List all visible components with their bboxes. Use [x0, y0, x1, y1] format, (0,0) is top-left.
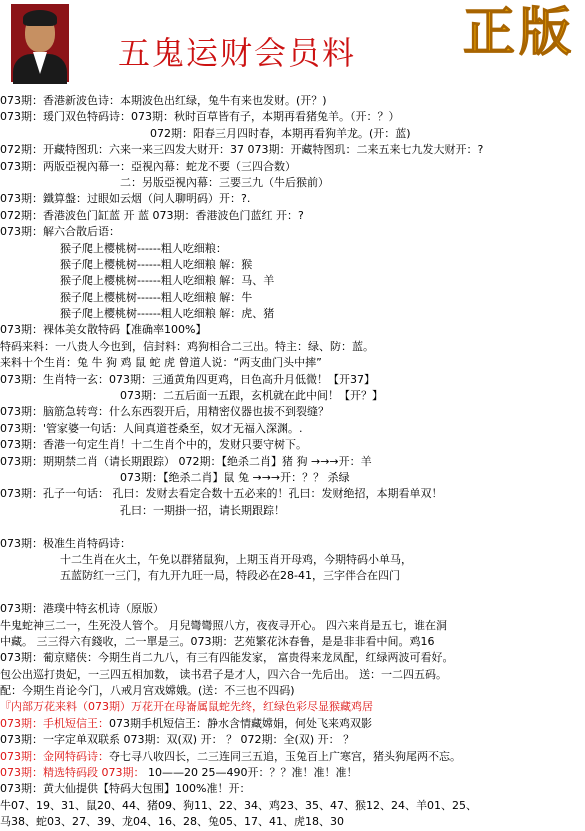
text-line: 牛07、19、31、鼠20、44、猪09、狗11、22、34、鸡23、35、47、猴12、24、羊01、25、: [0, 798, 477, 812]
text-line: 073期：葡京赌侠：今期生肖二九八，有三有四能发家， 富贵得来龙凤配，红绿两波可看好。: [0, 651, 454, 665]
page-header: [0, 0, 585, 92]
text-line: 073期：孔子一句话： 孔曰：发财去看定合数十五必来的！孔曰：发财绝招，本期看单双！: [0, 487, 443, 501]
genuine-stamp: 正版: [462, 3, 575, 63]
text-line: 猴子爬上樱桃树------粗人吃细粮 解：虎、猪: [60, 307, 275, 321]
text-line: 配：今期生肖论今门，八戒月宫戏嫦娥。(送：不三也不四码): [0, 684, 295, 698]
text-line: 073期：裸体美女散特码【准确率100%】: [0, 323, 207, 337]
text-line: 073期：港璞中特玄机诗（原版）: [0, 602, 164, 616]
text-line: 特码来料：一八贵人今也到，信封料：鸡狗相合二三出。特主：绿、防：蓝。: [0, 339, 374, 353]
text-line: 『内部万花来料（073期）万花开在母崙属鼠蛇先终，红绿色彩尽显猴藏鸡居: [0, 700, 373, 714]
text-line: 猴子爬上樱桃树------粗人吃细粮：: [60, 241, 227, 255]
text-line: 中藏。 三三得六有錢收，二一單是三。073期：艺苑繁花沐春鲁，是是非非看中间。鸡16: [0, 634, 435, 648]
text-line: 十二生肖在火土，午免以群猪鼠狗，上期玉肖开母鸡，今期特码小单马，: [60, 552, 412, 566]
text-line: 072期：香港波色门缸蓝 开 蓝 073期：香港波色门蓝红 开：?: [0, 208, 304, 222]
text-line: 马38、蛇03、27、39、龙04、16、28、兔05、17、41、虎18、30: [0, 815, 344, 829]
text-line: 073期：香港新波色诗：本期波色出红绿，兔牛有来也发财。(开？): [0, 94, 327, 107]
text-line: 072期：开藏特图玑：六来一来三四发大财开：37 073期：开藏特图玑：二来五来七九发大财开：?: [0, 143, 484, 157]
text-line: 073期：一字定单双联系 073期：双(双) 开： ？ 072期：全(双) 开： ？: [0, 733, 355, 747]
text-line: 猴子爬上樱桃树------粗人吃细粮 解：牛: [60, 290, 253, 304]
text-line: 073期：精选特码段 073期： 10——20 25—490开：？？准！准！准！: [0, 766, 358, 780]
text-line: 073期：解六合散后语：: [0, 225, 120, 239]
text-line: 073期：二五后面一五跟，玄机就在此中间！【开？】: [120, 389, 383, 403]
text-line: 牛鬼蛇神三二一，生死没人管个。 月兒彎彎照八方，夜夜寻开心。 四六来肖是五七，谁在洞: [0, 618, 447, 632]
text-line: 073期：金网特码诗：夺七寻八收四长，二三连同三五追，玉兔百上广寒宫，猪头狗尾两不忘。: [0, 749, 461, 763]
text-line: [0, 585, 585, 601]
text-line: 孔曰：一期掛一招，请长期跟踪！: [120, 503, 285, 517]
text-line: 073期：鐵算盤：过眼如云烟（问人聊明码）开：?.: [0, 192, 251, 206]
tips-content: [0, 93, 585, 831]
author-photo: [11, 4, 69, 82]
text-line: 包公出巡打贵妃，一三四五相加数， 读书君子是才人，四六合一先后出。 送：一二四五码。: [0, 667, 447, 681]
text-line: 073期：手机短信王：073期手机短信王：静水含情藏嫦娟，何处飞来鸡双影: [0, 716, 372, 730]
text-line: 猴子爬上樱桃树------粗人吃细粮 解：猴: [60, 257, 253, 271]
text-line: 073期：期期禁二肖（请长期跟踪） 072期：【绝杀二肖】猪 狗 →→→开：羊: [0, 454, 372, 468]
text-line: 二：另版亞視內幕：三要三九（牛后猴前）: [120, 175, 329, 189]
text-line: 073期：黄大仙提供【特码大包围】100%准！开：: [0, 782, 251, 796]
text-line: 073期：【绝杀二肖】鼠 兔 →→→开：？？ 杀绿: [120, 470, 350, 484]
text-line: 073期：生肖特一玄：073期：三通黄角四更鸡，日色高升月低微！【开37】: [0, 372, 375, 386]
text-line: 073期：瑗门双色特码诗：073期：秋时百草皆有子，本期再看猪兔羊。（开：？）: [0, 110, 400, 124]
page-title: 五鬼运财会员料: [118, 34, 357, 72]
text-line: 073期：'管家婆一句话：人间真道苍桑至，奴才无福入深渊。.: [0, 421, 303, 435]
text-line: 五蓝防红一三门，有九开九旺一局，特段必在28-41，三字伴合在四门: [60, 569, 400, 583]
text-line: 072期：阳春三月四时春，本期再看狗羊龙。(开：蓝): [150, 126, 411, 140]
text-line: 073期：香港一句定生肖！十二生肖个中的，发财只要守树下。: [0, 438, 307, 452]
text-line: 073期：两版亞視內幕一：亞視內幕：蛇龙不要（三四合数）: [0, 159, 296, 173]
text-line: 来料十个生肖：兔 牛 狗 鸡 鼠 蛇 虎 曾道人说：“两支曲门头中摔”: [0, 356, 322, 370]
text-line: 073期：脑筋急转弯：什么东西裂开后，用精密仪器也拔不到裂缝？: [0, 405, 329, 419]
text-line: 073期：极准生肖特码诗：: [0, 536, 131, 550]
text-line: [0, 519, 585, 535]
text-line: 猴子爬上樱桃树------粗人吃细粮 解：马、羊: [60, 274, 275, 288]
